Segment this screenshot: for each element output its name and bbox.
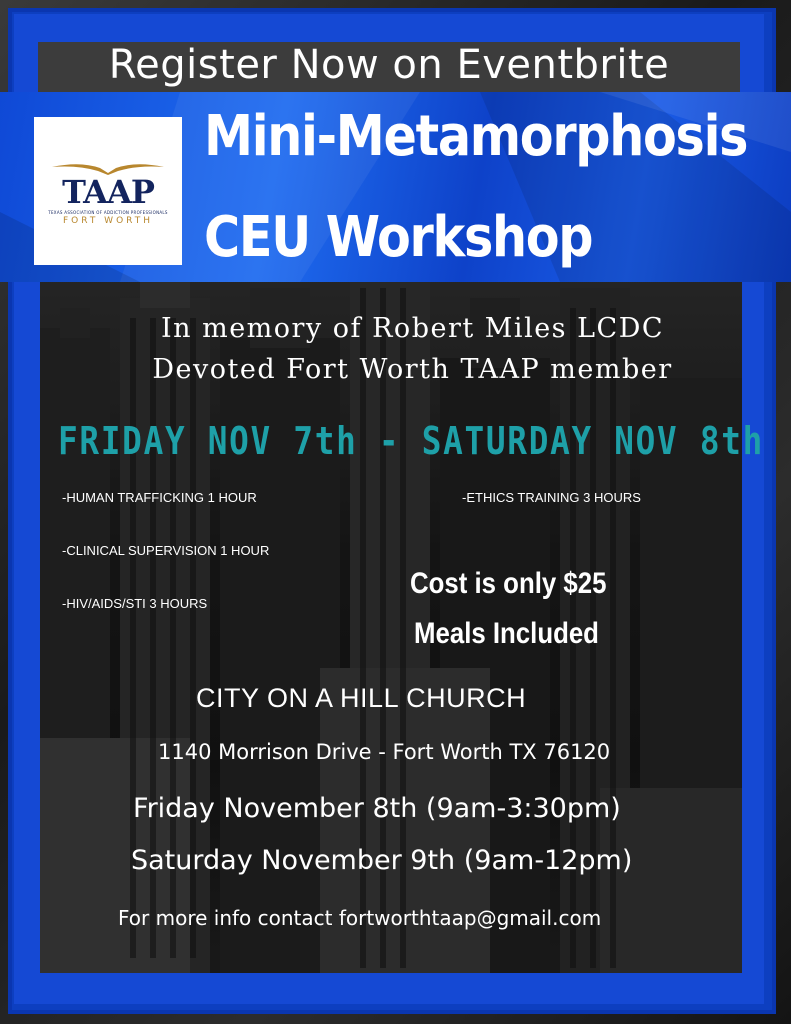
topic-ethics-training: -ETHICS TRAINING 3 HOURS	[462, 490, 641, 505]
memorial-line-1: In memory of Robert Miles LCDC	[160, 313, 665, 344]
logo-city: FORT WORTH	[62, 216, 154, 226]
meals-text: Meals Included	[414, 617, 599, 650]
title-line-2: CEU Workshop	[204, 205, 593, 270]
venue-name: CITY ON A HILL CHURCH	[196, 683, 527, 713]
taap-logo	[34, 117, 182, 265]
schedule-saturday: Saturday November 9th (9am-12pm)	[131, 845, 633, 876]
memorial-line-2: Devoted Fort Worth TAAP member	[152, 354, 673, 385]
topic-human-trafficking: -HUMAN TRAFFICKING 1 HOUR	[62, 490, 257, 505]
cost-text: Cost is only $25	[410, 567, 607, 600]
dates-heading: FRIDAY NOV 7th - SATURDAY NOV 8th	[58, 419, 765, 463]
venue-address: 1140 Morrison Drive - Fort Worth TX 76120	[158, 740, 611, 764]
schedule-friday: Friday November 8th (9am-3:30pm)	[133, 793, 621, 824]
title-line-1: Mini-Metamorphosis	[204, 104, 748, 169]
logo-subtitle: TEXAS ASSOCIATION OF ADDICTION PROFESSIONALS	[48, 210, 168, 215]
register-text: Register Now on Eventbrite	[108, 42, 670, 88]
contact-info: For more info contact fortworthtaap@gmail.com	[118, 906, 602, 930]
logo-wordmark: TAAP	[62, 173, 154, 211]
topic-clinical-supervision: -CLINICAL SUPERVISION 1 HOUR	[62, 543, 270, 558]
topic-hiv-aids-sti: -HIV/AIDS/STI 3 HOURS	[62, 596, 208, 611]
